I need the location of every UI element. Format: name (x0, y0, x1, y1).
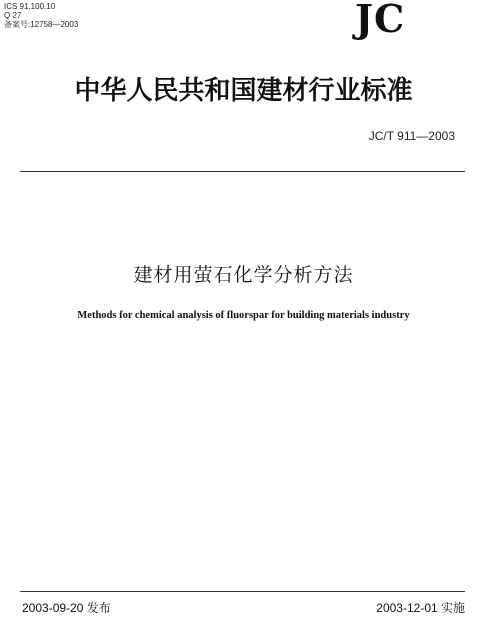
jc-logo: JC (355, 0, 406, 41)
classification-code: Q 27 (4, 11, 22, 20)
header-divider (20, 171, 465, 172)
standard-category-title: 中华人民共和国建材行业标准 (74, 76, 413, 106)
record-number: 备案号:12758—2003 (4, 20, 79, 29)
effective-date: 2003-12-01 实施 (376, 601, 465, 615)
issue-date: 2003-09-20 发布 (22, 601, 111, 615)
standard-number: JC/T 911—2003 (368, 129, 455, 143)
document-title-chinese: 建材用萤石化学分析方法 (133, 264, 354, 286)
document-title-english: Methods for chemical analysis of fluorspar for building materials industry (77, 310, 410, 321)
footer-divider (20, 591, 465, 592)
ics-code: ICS 91.100.10 (4, 2, 56, 11)
